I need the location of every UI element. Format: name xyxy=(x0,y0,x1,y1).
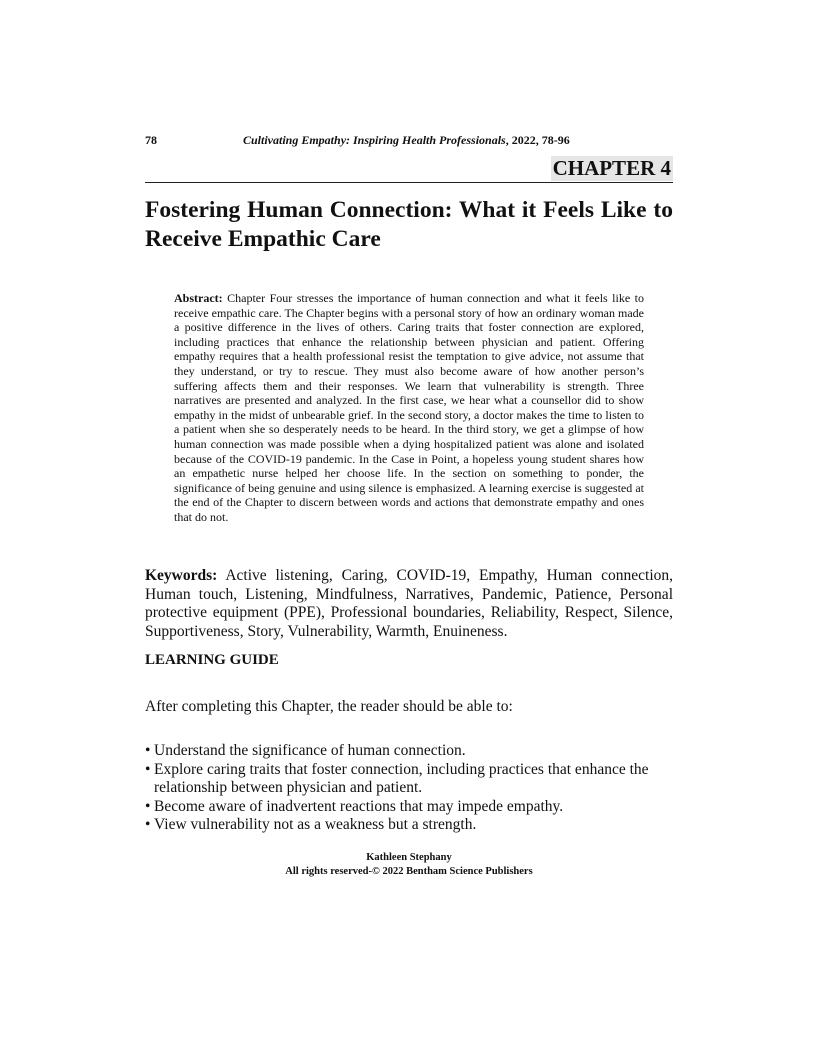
footer xyxy=(145,851,673,879)
objective-text: View vulnerability not as a weakness but a strength. xyxy=(154,816,477,834)
list-item xyxy=(145,742,673,761)
list-item xyxy=(145,816,673,835)
page-number: 78 xyxy=(145,133,157,147)
chapter-label: CHAPTER 4 xyxy=(552,156,671,180)
bullet-icon: • xyxy=(145,797,151,815)
abstract-text: Chapter Four stresses the importance of human connection and what it feels like to receive empathic care. The Chapter begins with a personal story of how an ordinary woman made a positive difference in the lives of others. Caring traits that foster connection are explored, including practices that enhance the relationship between physician and patient. Offering empathy requires that a health professional resist the temptation to give advice, not assume that they understand, or try to rescue. They must also become aware of how another person’s suffering affects them and their responses. We learn that vulnerability is strength. Three narratives are presented and analyzed. In the first case, we hear what a counsellor did to show empathy in the midst of unbearable grief. In the second story, a doctor makes the time to listen to a patient when she so desperately needs to be heard. In the third story, we get a glimpse of how human connection was made possible when a dying hospitalized patient was alone and isolated because of the COVID-19 pandemic. In the Case in Point, a hopeless young student shares how an empathetic nurse helped her choose life. In the section on something to ponder, the significance of being genuine and using silence is emphasized. A learning exercise is suggested at the end of the Chapter to discern between words and actions that demonstrate empathy and ones that do not. xyxy=(174,291,644,524)
list-item xyxy=(145,761,673,798)
journal-info: , 2022, 78-96 xyxy=(505,133,570,147)
bullet-icon: • xyxy=(145,742,151,759)
keywords-label: Keywords: xyxy=(145,567,218,584)
bullet-icon: • xyxy=(145,760,151,778)
journal-title: Cultivating Empathy: Inspiring Health Professionals xyxy=(243,133,506,147)
objective-text: Become aware of inadvertent reactions that may impede empathy. xyxy=(154,797,564,815)
objective-text: Explore caring traits that foster connection, including practices that enhance the relationship between physician and patient. xyxy=(154,760,649,797)
keywords-text: Active listening, Caring, COVID-19, Empathy, Human connection, Human touch, Listening, Mindfulness, Narratives, Pandemic, Patience, Personal protective equipment (PPE), Professional boundaries, Reliability, Respect, Silence, Supportiveness, Story, Vulnerability, Warmth, Enuineness. xyxy=(145,567,673,640)
learning-guide-intro: After completing this Chapter, the reader should be able to: xyxy=(145,698,513,715)
journal-citation xyxy=(243,133,570,147)
bullet-icon: • xyxy=(145,816,151,834)
learning-guide-heading: LEARNING GUIDE xyxy=(145,652,279,668)
list-item xyxy=(145,798,673,817)
abstract-label: Abstract: xyxy=(174,291,223,305)
footer-author: Kathleen Stephany xyxy=(366,852,452,863)
objective-text: Understand the significance of human connection. xyxy=(154,742,466,759)
keywords xyxy=(145,567,673,641)
learning-objectives-list xyxy=(145,742,673,835)
chapter-title: Fostering Human Connection: What it Feels Like to Receive Empathic Care xyxy=(145,197,673,252)
chapter-divider xyxy=(145,182,673,183)
footer-rights: All rights reserved-© 2022 Bentham Science Publishers xyxy=(285,866,533,877)
abstract xyxy=(174,291,644,525)
